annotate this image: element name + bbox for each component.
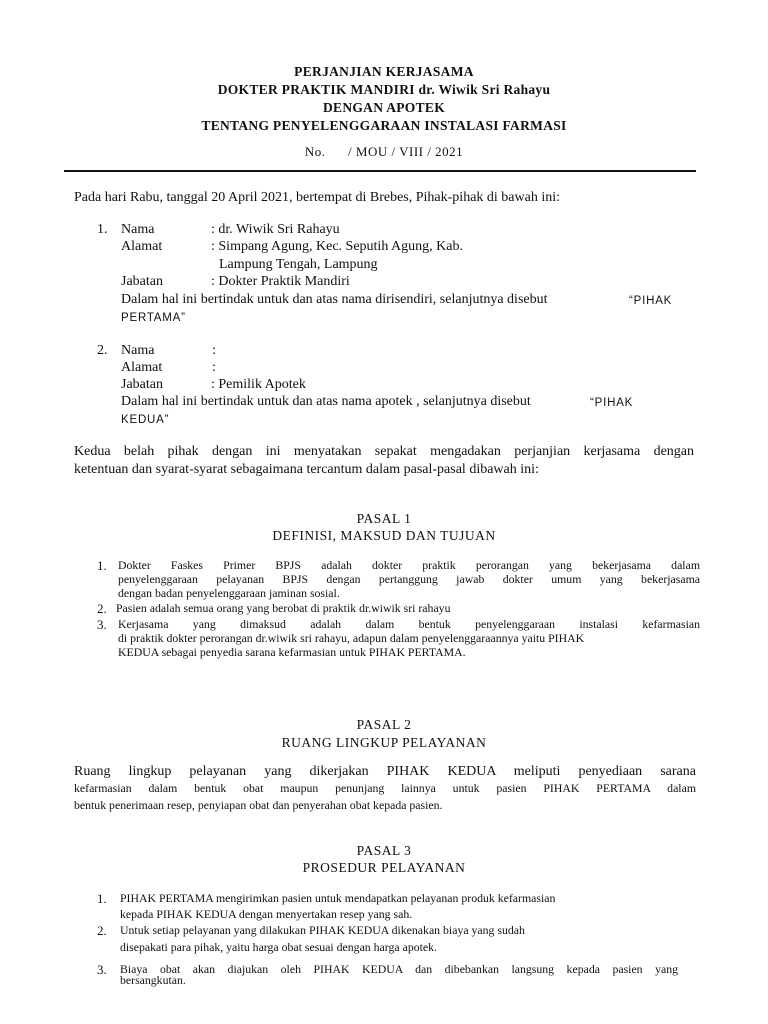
pasal-1-label: PASAL 1 <box>356 511 412 526</box>
party-2-alamat-value: : <box>212 360 216 375</box>
pasal-1-item-1-line-2: penyelenggaraan pelayanan BPJS dengan pertanggung jawab dokter umum yang bekerjasama <box>118 572 700 586</box>
party-2-jabatan-label: Jabatan <box>121 377 163 392</box>
party-2-nama-label: Nama <box>121 343 155 358</box>
agreement-line-1: Kedua belah pihak dengan ini menyatakan sepakat mengadakan perjanjian kerjasama dengan <box>74 444 694 459</box>
pasal-2-label: PASAL 2 <box>356 717 412 732</box>
party-2-alamat-label: Alamat <box>121 360 163 375</box>
pasal-1-item-2-number: 2. <box>97 601 107 616</box>
pasal-1-item-3-line-1: Kerjasama yang dimaksud adalah dalam bentuk penyelenggaraan instalasi kefarmasian <box>118 617 700 631</box>
pasal-1-item-1-number: 1. <box>97 558 107 573</box>
pasal-3-item-1-line-1: PIHAK PERTAMA mengirimkan pasien untuk mendapatkan pelayanan produk kefarmasian <box>120 891 556 905</box>
doc-subtitle-apotek: DENGAN APOTEK <box>322 100 446 115</box>
party-1-number: 1. <box>97 222 108 237</box>
pasal-1-item-3-number: 3. <box>97 617 107 632</box>
party-2-nama-value: : <box>212 343 216 358</box>
intro-text: Pada hari Rabu, tanggal 20 April 2021, bertempat di Brebes, Pihak-pihak di bawah ini: <box>74 190 561 205</box>
pasal-2-line-3: bentuk penerimaan resep, penyiapan obat dan penyerahan obat kepada pasien. <box>74 798 443 812</box>
pasal-1-item-2-line-1: Pasien adalah semua orang yang berobat di praktik dr.wiwik sri rahayu <box>116 601 451 615</box>
party-1-role-end: PERTAMA” <box>121 312 186 324</box>
pasal-3-item-1-number: 1. <box>97 891 107 906</box>
pasal-2-title: RUANG LINGKUP PELAYANAN <box>281 735 487 750</box>
pasal-3-item-3-line-2: bersangkutan. <box>120 973 186 987</box>
pasal-3-item-1-line-2: kepada PIHAK KEDUA dengan menyertakan resep yang sah. <box>120 907 413 921</box>
party-2-role-start: “PIHAK <box>590 397 634 409</box>
party-2-description: Dalam hal ini bertindak untuk dan atas nama apotek , selanjutnya disebut <box>121 394 531 409</box>
doc-subtitle-topic: TENTANG PENYELENGGARAAN INSTALASI FARMASI <box>201 118 567 133</box>
pasal-1-title: DEFINISI, MAKSUD DAN TUJUAN <box>272 528 496 543</box>
pasal-3-label: PASAL 3 <box>356 843 412 858</box>
agreement-line-2: ketentuan dan syarat-syarat sebagaimana tercantum dalam pasal-pasal dibawah ini: <box>74 462 539 477</box>
party-1-alamat-value: : Simpang Agung, Kec. Seputih Agung, Kab. <box>211 239 463 254</box>
pasal-1-item-3-line-3: KEDUA sebagai penyedia sarana kefarmasian untuk PIHAK PERTAMA. <box>118 645 466 659</box>
pasal-3-item-2-line-2: disepakati para pihak, yaitu harga obat sesuai dengan harga apotek. <box>120 940 437 954</box>
party-1-nama-label: Nama <box>121 222 155 237</box>
doc-title: PERJANJIAN KERJASAMA <box>294 64 474 79</box>
pasal-3-item-2-line-1: Untuk setiap pelayanan yang dilakukan PIHAK KEDUA dikenakan biaya yang sudah <box>120 923 525 937</box>
pasal-2-line-2: kefarmasian dalam bentuk obat maupun penunjang lainnya untuk pasien PIHAK PERTAMA dalam <box>74 781 696 795</box>
pasal-3-item-2-number: 2. <box>97 923 107 938</box>
pasal-1-item-1-line-3: dengan badan penyelenggaraan jaminan sosial. <box>118 586 340 600</box>
party-1-nama-value: : dr. Wiwik Sri Rahayu <box>211 222 340 237</box>
party-2-number: 2. <box>97 343 108 358</box>
pasal-1-item-1-line-1: Dokter Faskes Primer BPJS adalah dokter praktik perorangan yang bekerjasama dalam <box>118 558 700 572</box>
party-1-jabatan-label: Jabatan <box>121 274 163 289</box>
party-1-description: Dalam hal ini bertindak untuk dan atas nama dirisendiri, selanjutnya disebut <box>121 292 548 307</box>
doc-number: No. / MOU / VIII / 2021 <box>304 144 464 159</box>
pasal-2-line-1: Ruang lingkup pelayanan yang dikerjakan PIHAK KEDUA meliputi penyediaan sarana <box>74 764 696 779</box>
party-2-jabatan-value: : Pemilik Apotek <box>211 377 306 392</box>
party-1-alamat-value-2: Lampung Tengah, Lampung <box>219 257 378 272</box>
party-1-role-start: “PIHAK <box>629 295 673 307</box>
party-1-jabatan-value: : Dokter Praktik Mandiri <box>211 274 350 289</box>
party-1-alamat-label: Alamat <box>121 239 163 254</box>
pasal-3-item-3-line-1: Biaya obat akan diajukan oleh PIHAK KEDUA dan dibebankan langsung kepada pasien yang <box>120 962 678 976</box>
pasal-3-title: PROSEDUR PELAYANAN <box>302 860 466 875</box>
party-2-role-end: KEDUA” <box>121 414 170 426</box>
header-divider <box>64 170 696 172</box>
doc-subtitle-doctor: DOKTER PRAKTIK MANDIRI dr. Wiwik Sri Rahayu <box>217 82 551 97</box>
pasal-1-item-3-line-2: di praktik dokter perorangan dr.wiwik sri rahayu, adapun dalam penyelenggaraannya yaitu PIHAK <box>118 631 585 645</box>
pasal-3-item-3-number: 3. <box>97 962 107 977</box>
